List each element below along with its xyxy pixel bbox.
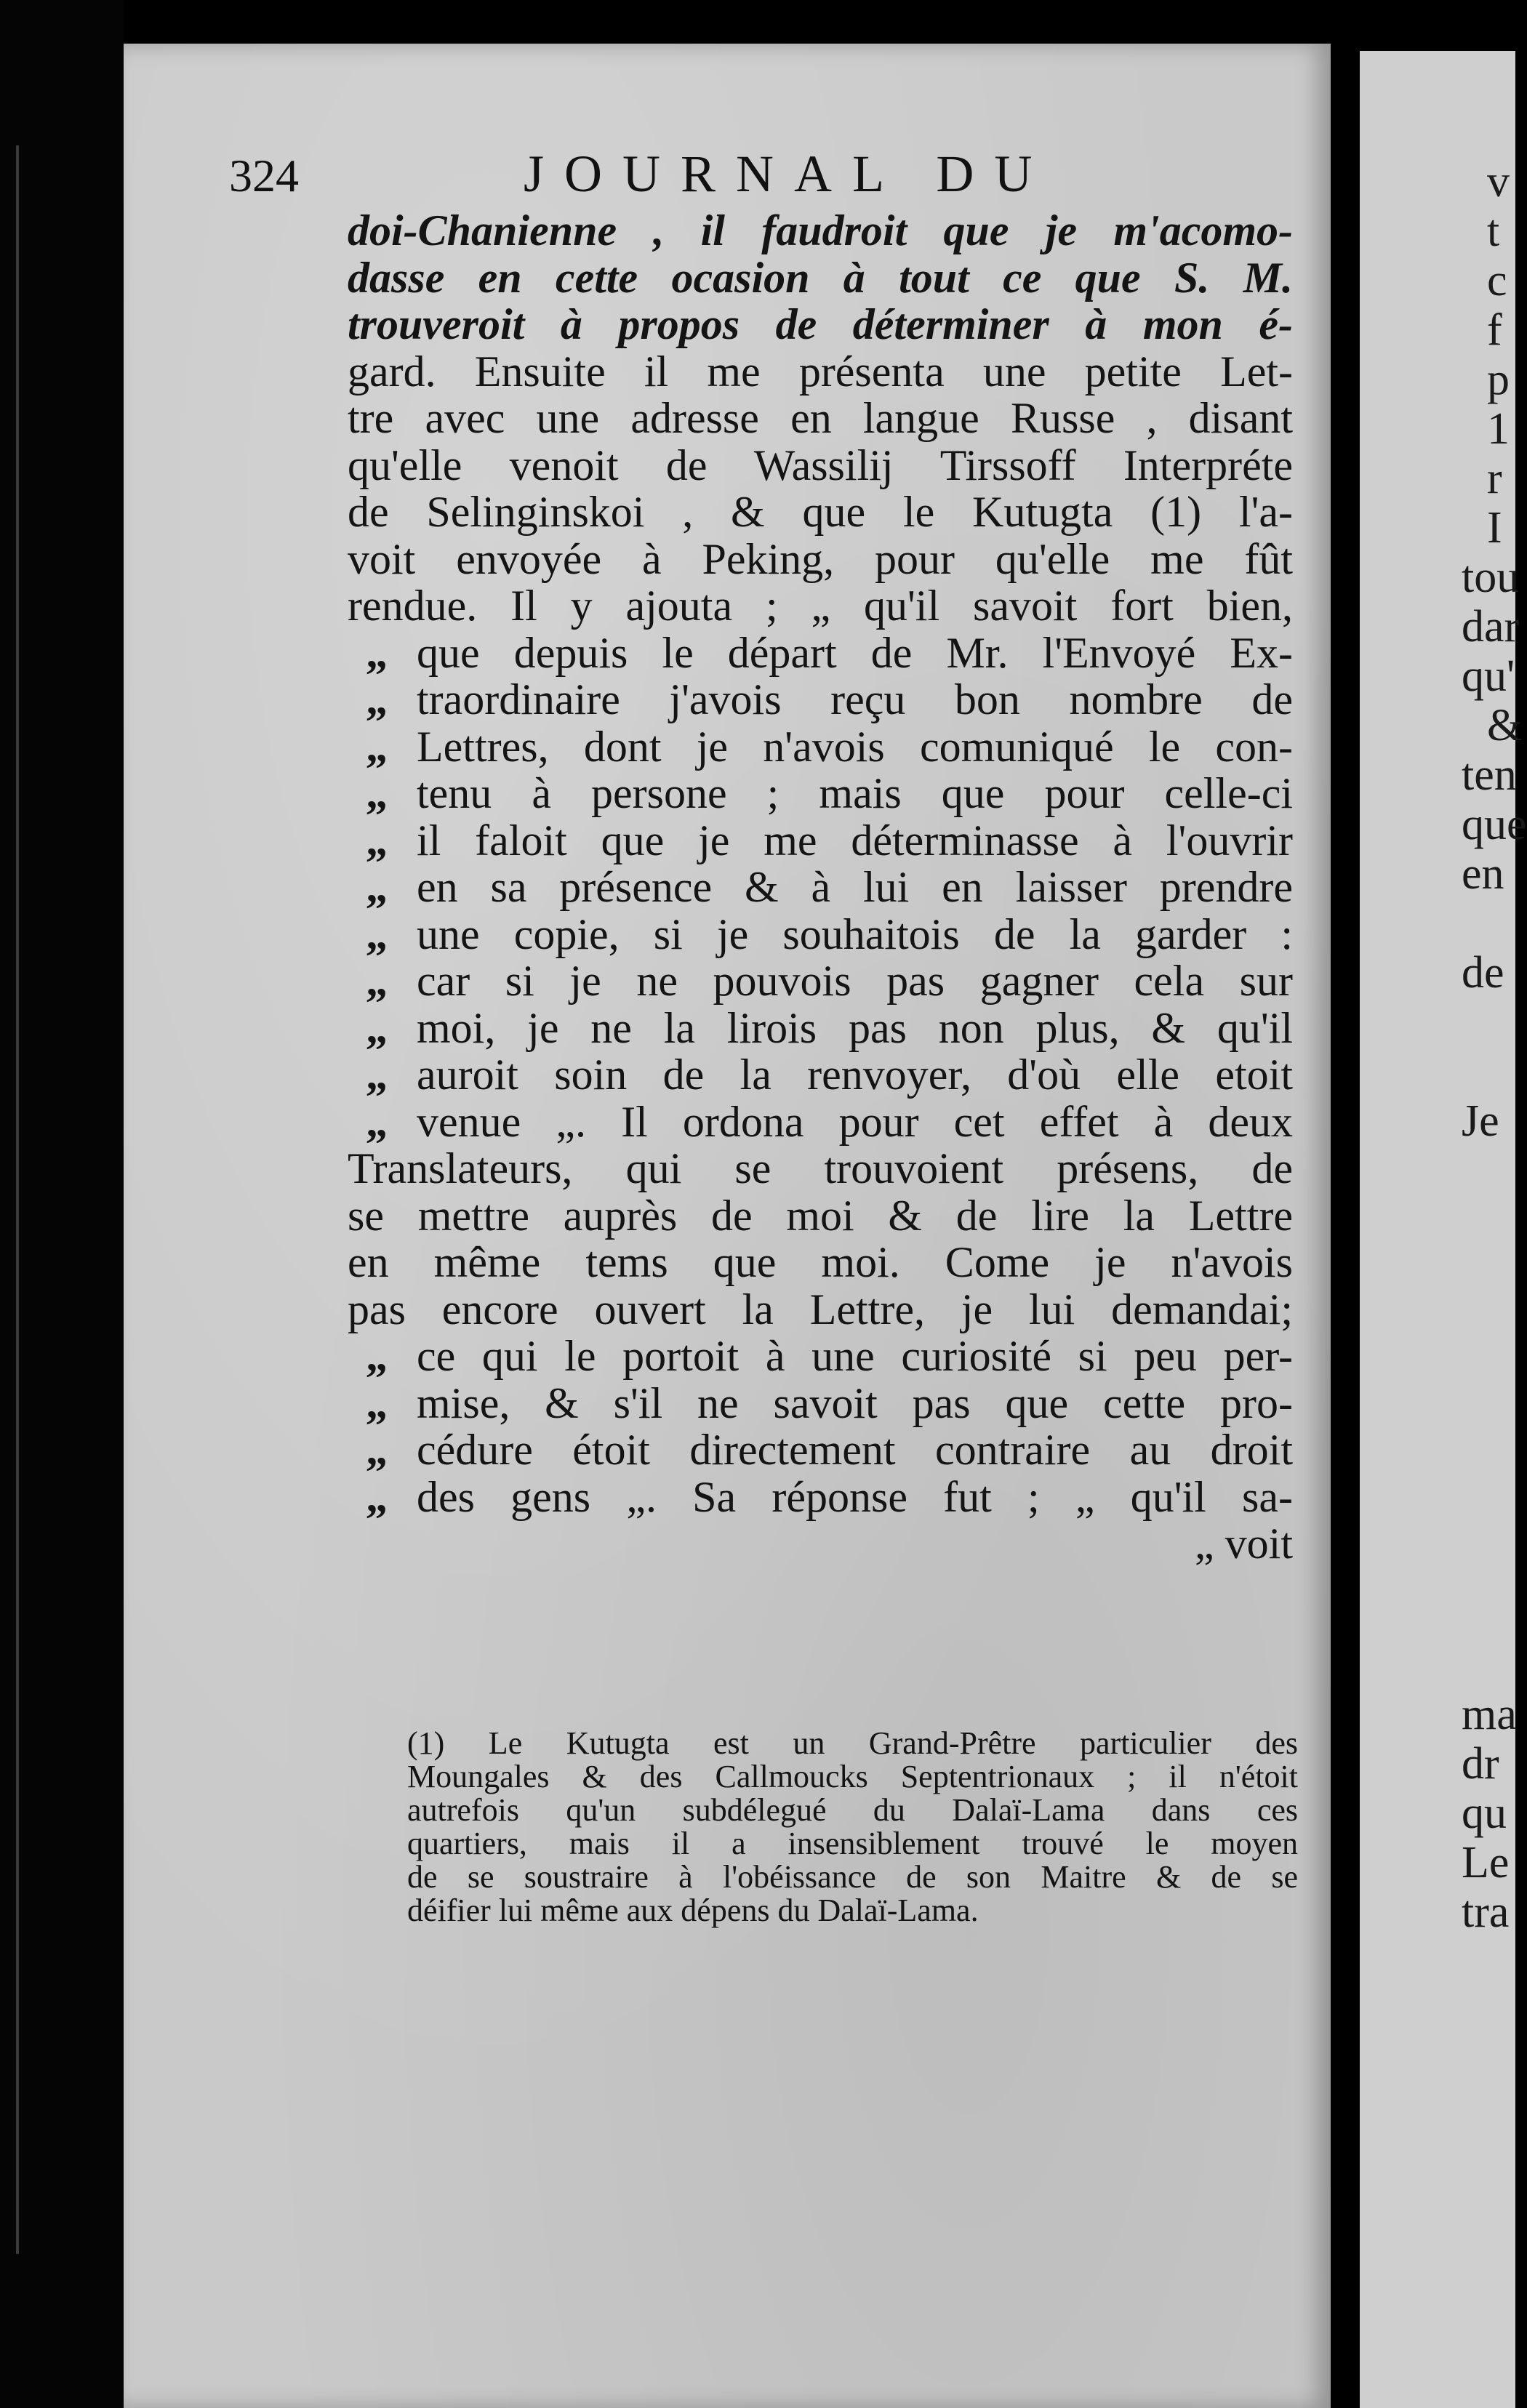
quote-mark: „ [366, 1472, 388, 1521]
quote-mark: „ [366, 1332, 388, 1380]
line-text: ce qui le portoit à une curiosité si peu per- [417, 1332, 1293, 1380]
text-line [348, 536, 1293, 583]
line-text: une copie, si je souhaitois de la garder : [417, 910, 1293, 958]
running-head: JOURNAL DU [524, 145, 1053, 203]
text-line [348, 1380, 1293, 1427]
text-line [348, 1005, 1293, 1052]
quote-mark: „ [366, 628, 388, 677]
text-line [348, 489, 1293, 536]
line-text: trouveroit à propos de déterminer à mon é- [348, 300, 1293, 348]
footnote-line: (1) Le Kutugta est un Grand-Prêtre particulier des [407, 1725, 1298, 1761]
quote-mark: „ [366, 1003, 388, 1052]
catchword: „ voit [1195, 1520, 1293, 1568]
line-text: car si je ne pouvois pas gagner cela sur [417, 957, 1293, 1005]
text-line [348, 817, 1293, 864]
line-text: traordinaire j'avois reçu bon nombre de [417, 675, 1293, 723]
line-text: dasse en cette ocasion à tout ce que S. M. [348, 253, 1293, 302]
text-line [348, 1333, 1293, 1380]
text-line [348, 1145, 1293, 1192]
quote-mark: „ [366, 1426, 388, 1474]
line-text: pas encore ouvert la Lettre, je lui demandai; [348, 1285, 1293, 1333]
text-line [348, 630, 1293, 677]
line-text: se mettre auprès de moi & de lire la Lettre [348, 1191, 1293, 1240]
footnote-line: Moungales & des Callmoucks Septentrionaux ; il n'étoit [407, 1759, 1298, 1794]
facing-page-fragment [1360, 51, 1527, 2408]
text-line [348, 1474, 1293, 1521]
facing-line-fragment: ten [1462, 750, 1517, 800]
text-line [348, 864, 1293, 911]
line-text: il faloit que je me déterminasse à l'ouvrir [417, 816, 1293, 864]
facing-line-fragment: p [1487, 355, 1510, 404]
line-text: Lettres, dont je n'avois comuniqué le con- [417, 722, 1293, 771]
text-line [348, 911, 1293, 958]
footnote [407, 1727, 1298, 1927]
line-text: en sa présence & à lui en laisser prendre [417, 863, 1293, 911]
line-text: en même tems que moi. Come je n'avois [348, 1238, 1293, 1286]
text-line [348, 207, 1293, 254]
facing-line-fragment: de [1462, 948, 1504, 998]
page-number: 324 [229, 150, 299, 201]
facing-line-fragment: Je [1462, 1096, 1499, 1146]
facing-line-fragment: tou [1462, 553, 1520, 602]
line-text: qu'elle venoit de Wassilij Tirssoff Interpréte [348, 441, 1293, 489]
text-line [348, 348, 1293, 396]
line-text: tre avec une adresse en langue Russe , disant [348, 394, 1293, 442]
facing-line-fragment: r [1487, 454, 1502, 503]
quote-mark: „ [366, 1051, 388, 1099]
line-text: que depuis le départ de Mr. l'Envoyé Ex- [417, 628, 1293, 677]
facing-line-fragment: t [1487, 206, 1500, 256]
line-text: des gens „. Sa réponse fut ; „ qu'il sa- [417, 1472, 1293, 1521]
text-line [348, 254, 1293, 302]
facing-line-fragment: dr [1462, 1739, 1499, 1789]
facing-line-fragment: 1 [1487, 404, 1510, 454]
text-line [348, 1051, 1293, 1099]
text-line [348, 770, 1293, 817]
footnote-line: quartiers, mais il a insensiblement trouvé le moyen [407, 1826, 1298, 1861]
facing-line-fragment: ma [1462, 1690, 1517, 1739]
page-gutter [1331, 0, 1360, 2408]
quote-mark: „ [366, 957, 388, 1005]
footnote-line: autrefois qu'un subdélegué du Dalaï-Lama dans ces [407, 1792, 1298, 1828]
facing-line-fragment: c [1487, 256, 1507, 305]
line-text: auroit soin de la renvoyer, d'où elle etoit [417, 1051, 1293, 1099]
quote-mark: „ [366, 1097, 388, 1146]
facing-line-fragment: & [1487, 701, 1523, 750]
facing-line-fragment: qu [1462, 1789, 1507, 1838]
line-text: voit envoyée à Peking, pour qu'elle me fût [348, 534, 1293, 583]
body-text [348, 207, 1293, 1568]
facing-line-fragment: dar [1462, 602, 1520, 651]
quote-mark: „ [366, 863, 388, 911]
text-line [348, 676, 1293, 723]
text-line [348, 1286, 1293, 1333]
facing-line-fragment: en [1462, 849, 1504, 899]
facing-line-fragment: I [1487, 503, 1502, 553]
quote-mark: „ [366, 910, 388, 958]
text-line [348, 1426, 1293, 1474]
quote-mark: „ [366, 769, 388, 817]
footnote-line: déifier lui même aux dépens du Dalaï-Lama. [407, 1893, 979, 1928]
footnote-line: de se soustraire à l'obéissance de son Maitre & de se [407, 1859, 1298, 1895]
line-text: Translateurs, qui se trouvoient présens, de [348, 1144, 1293, 1192]
line-text: moi, je ne la lirois pas non plus, & qu'il [417, 1003, 1293, 1052]
line-text: rendue. Il y ajouta ; „ qu'il savoit fort bien, [348, 582, 1293, 630]
text-line [348, 958, 1293, 1005]
text-line [348, 1192, 1293, 1240]
text-line [348, 1099, 1293, 1146]
left-scan-margin [0, 0, 124, 2408]
text-line [348, 723, 1293, 771]
line-text: cédure étoit directement contraire au droit [417, 1426, 1293, 1474]
facing-line-fragment: v [1487, 157, 1510, 206]
line-text: gard. Ensuite il me présenta une petite Let- [348, 347, 1293, 396]
line-text: mise, & s'il ne savoit pas que cette pro- [417, 1378, 1293, 1427]
line-text: de Selinginskoi , & que le Kutugta (1) l'a- [348, 488, 1293, 536]
quote-mark: „ [366, 816, 388, 864]
margin-rule [16, 145, 19, 2254]
facing-line-fragment: f [1487, 305, 1502, 355]
text-line [348, 395, 1293, 442]
facing-line-fragment: Le [1462, 1838, 1510, 1887]
quote-mark: „ [366, 675, 388, 723]
text-line [348, 442, 1293, 489]
facing-line-fragment: qu' [1462, 651, 1515, 701]
facing-line-fragment: tra [1462, 1887, 1510, 1937]
line-text: venue „. Il ordona pour cet effet à deux [417, 1097, 1293, 1146]
line-text: doi-Chanienne , il faudroit que je m'acomo- [348, 206, 1293, 254]
quote-mark: „ [366, 722, 388, 771]
text-line [348, 1239, 1293, 1286]
quote-mark: „ [366, 1378, 388, 1427]
facing-line-fragment: que [1462, 800, 1527, 849]
line-text: tenu à persone ; mais que pour celle-ci [417, 769, 1293, 817]
text-line [348, 301, 1293, 348]
text-line [348, 582, 1293, 630]
